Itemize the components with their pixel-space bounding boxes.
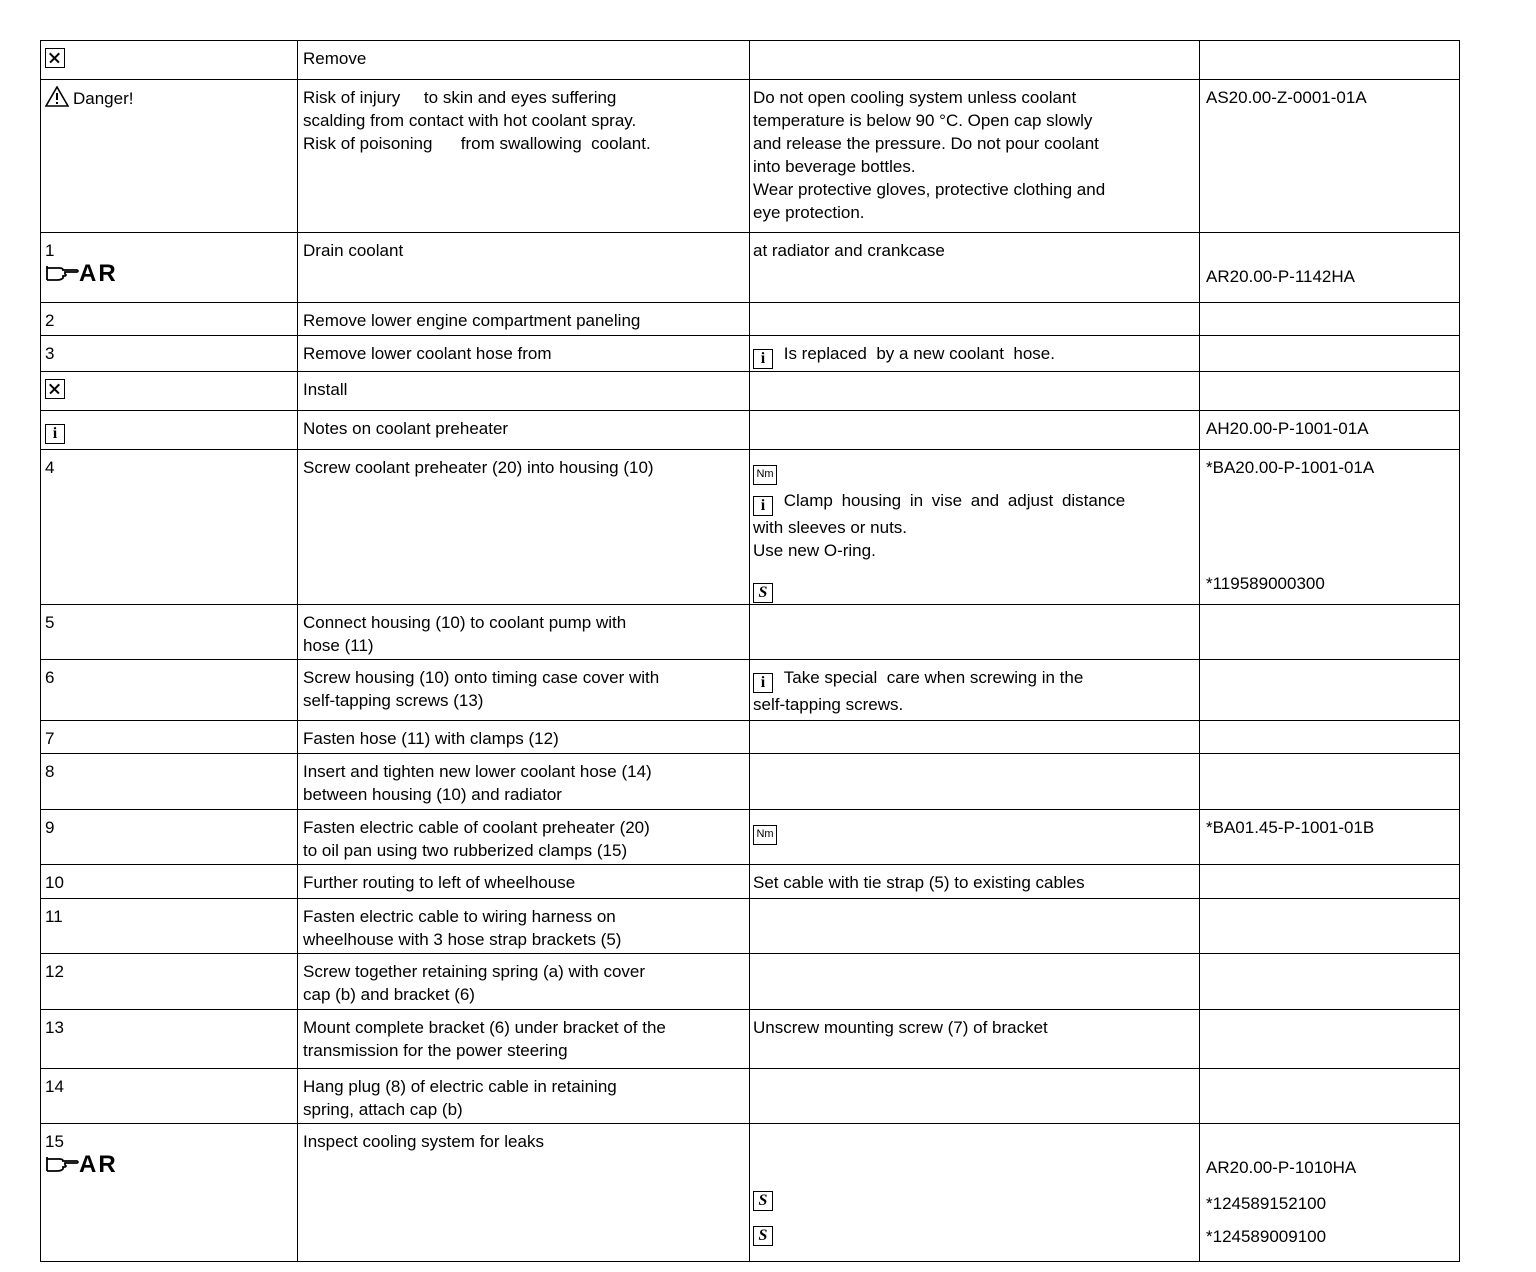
step-text: Screw housing (10) onto timing case cover with [303, 668, 660, 687]
step-number: 4 [45, 458, 55, 477]
step-text: between housing (10) and radiator [303, 785, 562, 804]
table-row [41, 899, 1460, 954]
step-number: 14 [45, 1077, 64, 1096]
step-text: Fasten electric cable to wiring harness on [303, 907, 616, 926]
step-text: Mount complete bracket (6) under bracket of the [303, 1018, 666, 1037]
table-row [41, 411, 1460, 450]
step-text: Connect housing (10) to coolant pump with [303, 613, 627, 632]
step-text: Remove lower coolant hose from [303, 344, 552, 363]
note-text: Do not open cooling system unless coolant [753, 88, 1077, 107]
note-text: self-tapping screws. [753, 695, 904, 714]
step-number: 10 [45, 873, 64, 892]
step-number: 3 [45, 344, 55, 363]
note-text: Is replaced by a new coolant hose. [783, 344, 1055, 363]
table-row [41, 1069, 1460, 1124]
step-text: scalding from contact with hot coolant spray. [303, 111, 637, 130]
reference-link[interactable]: AH20.00-P-1001-01A [1206, 419, 1369, 438]
note-text: temperature is below 90 °C. Open cap slowly [753, 111, 1093, 130]
tool-number: *124589152100 [1206, 1194, 1327, 1213]
step-text: Notes on coolant preheater [303, 419, 509, 438]
step-number: 15 [45, 1132, 64, 1151]
tool-number: *124589009100 [1206, 1227, 1327, 1246]
note-text: with sleeves or nuts. [753, 518, 908, 537]
torque-nm-icon: Nm [753, 825, 777, 845]
step-number: 12 [45, 962, 64, 981]
step-text: Remove lower engine compartment paneling [303, 311, 641, 330]
step-text: Hang plug (8) of electric cable in retaining [303, 1077, 617, 1096]
step-text: spring, attach cap (b) [303, 1100, 463, 1119]
step-text: Further routing to left of wheelhouse [303, 873, 576, 892]
table-row [41, 721, 1460, 754]
step-text: transmission for the power steering [303, 1041, 568, 1060]
note-text: into beverage bottles. [753, 157, 916, 176]
table-row [41, 233, 1460, 303]
tool-number: *119589000300 [1206, 574, 1325, 593]
table-row [41, 1010, 1460, 1069]
step-text: Remove [303, 49, 367, 68]
reference-link[interactable]: *BA20.00-P-1001-01A [1206, 458, 1375, 477]
step-text: wheelhouse with 3 hose strap brackets (5) [303, 930, 622, 949]
table-row [41, 80, 1460, 233]
note-text: Wear protective gloves, protective clothing and [753, 180, 1106, 199]
note-text: Clamp housing in vise and adjust distance [783, 491, 1126, 510]
step-text: Drain coolant [303, 241, 404, 260]
special-tool-icon: S [753, 583, 773, 603]
note-text: and release the pressure. Do not pour coolant [753, 134, 1099, 153]
ar-label: AR [79, 1151, 118, 1178]
step-text: self-tapping screws (13) [303, 691, 484, 710]
step-text: Inspect cooling system for leaks [303, 1132, 544, 1151]
table-row [41, 450, 1460, 605]
table-row [41, 865, 1460, 899]
reference-link[interactable]: AR20.00-P-1142HA [1206, 267, 1355, 286]
table-row [41, 605, 1460, 660]
info-icon: i [753, 349, 773, 369]
step-text: cap (b) and bracket (6) [303, 985, 475, 1004]
table-row [41, 41, 1460, 80]
step-number: 9 [45, 818, 55, 837]
step-number: 8 [45, 762, 55, 781]
reference-link[interactable]: AR20.00-P-1010HA [1206, 1158, 1357, 1177]
torque-nm-icon: Nm [753, 465, 777, 485]
table-row [41, 1124, 1460, 1262]
note-text: Unscrew mounting screw (7) of bracket [753, 1018, 1048, 1037]
step-number: 6 [45, 668, 55, 687]
ar-label: AR [79, 260, 118, 287]
pointing-hand-icon [45, 1153, 79, 1173]
reference-link[interactable]: *BA01.45-P-1001-01B [1206, 818, 1375, 837]
step-number: 1 [45, 241, 55, 260]
note-text: Use new O-ring. [753, 541, 876, 560]
procedure-table [40, 40, 1460, 1262]
step-text: Insert and tighten new lower coolant hose (14) [303, 762, 652, 781]
special-tool-icon: S [753, 1226, 773, 1246]
step-text: Screw together retaining spring (a) with cover [303, 962, 646, 981]
step-number: 2 [45, 311, 55, 330]
step-number: 11 [45, 907, 63, 926]
step-text: Fasten electric cable of coolant preheater (20) [303, 818, 650, 837]
table-row [41, 336, 1460, 372]
special-tool-icon: S [753, 1191, 773, 1211]
danger-label: Danger! [73, 89, 134, 108]
pointing-hand-icon [45, 262, 79, 282]
note-text: at radiator and crankcase [753, 241, 945, 260]
step-text: Risk of injury to skin and eyes suffering [303, 88, 617, 107]
note-text: Take special care when screwing in the [783, 668, 1084, 687]
table-row [41, 954, 1460, 1010]
step-number: 13 [45, 1018, 64, 1037]
table-row [41, 754, 1460, 810]
info-icon: i [753, 673, 773, 693]
step-text: Fasten hose (11) with clamps (12) [303, 729, 559, 748]
reference-link[interactable]: AS20.00-Z-0001-01A [1206, 88, 1367, 107]
table-row [41, 303, 1460, 336]
step-text: to oil pan using two rubberized clamps (15) [303, 841, 628, 860]
step-text: Install [303, 380, 348, 399]
step-number: 7 [45, 729, 55, 748]
note-text: eye protection. [753, 203, 865, 222]
step-text: hose (11) [303, 636, 374, 655]
install-icon [45, 379, 65, 399]
step-text: Screw coolant preheater (20) into housing (10) [303, 458, 654, 477]
table-row [41, 810, 1460, 865]
note-text: Set cable with tie strap (5) to existing cables [753, 873, 1085, 892]
info-icon: i [45, 424, 65, 444]
step-text: Risk of poisoning from swallowing coolant. [303, 134, 651, 153]
warning-triangle-icon [45, 86, 69, 107]
step-number: 5 [45, 613, 55, 632]
table-row [41, 660, 1460, 721]
info-icon: i [753, 496, 773, 516]
remove-icon [45, 48, 65, 68]
table-row [41, 372, 1460, 411]
